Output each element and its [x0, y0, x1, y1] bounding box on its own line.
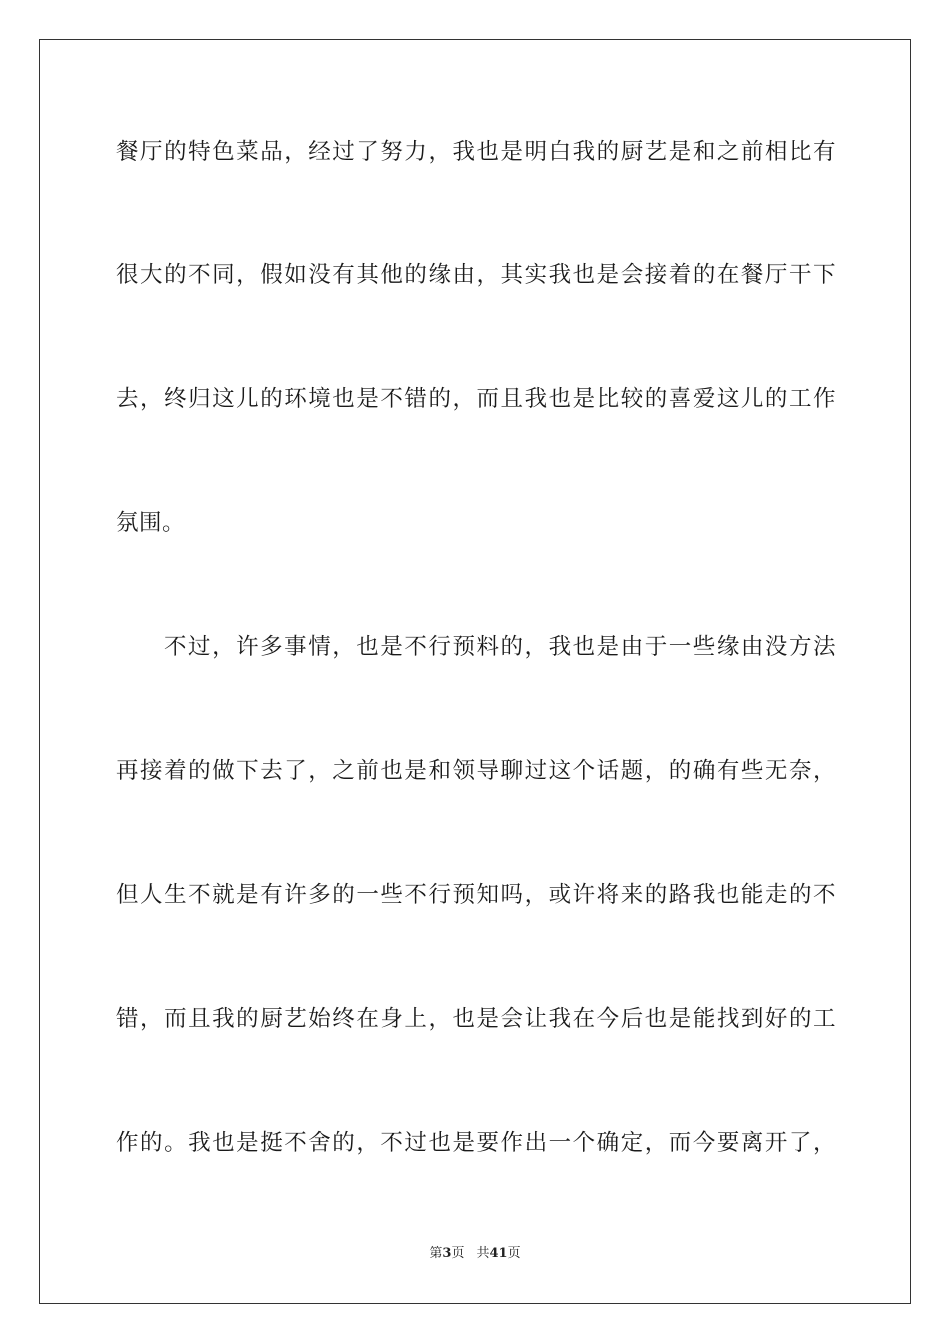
total-prefix: 共: [476, 1246, 490, 1261]
page-number: 3: [442, 1246, 452, 1261]
total-suffix: 页: [507, 1246, 521, 1261]
text-line-8: 错，而且我的厨艺始终在身上，也是会让我在今后也是能找到好的工: [116, 1006, 836, 1032]
text-line-4: 氛围。: [116, 510, 186, 536]
total-pages: 41: [489, 1246, 508, 1261]
text-line-6: 再接着的做下去了，之前也是和领导聊过这个话题，的确有些无奈，: [116, 758, 836, 784]
page-suffix: 页: [451, 1246, 465, 1261]
page-footer: [0, 1245, 950, 1263]
text-line-7: 但人生不就是有许多的一些不行预知吗，或许将来的路我也能走的不: [116, 882, 836, 908]
page-border: [39, 39, 911, 1304]
text-line-9: 作的。我也是挺不舍的，不过也是要作出一个确定，而今要离开了，: [116, 1130, 836, 1156]
page-prefix: 第: [429, 1246, 443, 1261]
text-line-5: 不过，许多事情，也是不行预料的，我也是由于一些缘由没方法: [164, 634, 836, 660]
text-line-2: 很大的不同，假如没有其他的缘由，其实我也是会接着的在餐厅干下: [116, 262, 836, 288]
text-line-3: 去，终归这儿的环境也是不错的，而且我也是比较的喜爱这儿的工作: [116, 386, 836, 412]
text-line-1: 餐厅的特色菜品，经过了努力，我也是明白我的厨艺是和之前相比有: [116, 139, 836, 165]
